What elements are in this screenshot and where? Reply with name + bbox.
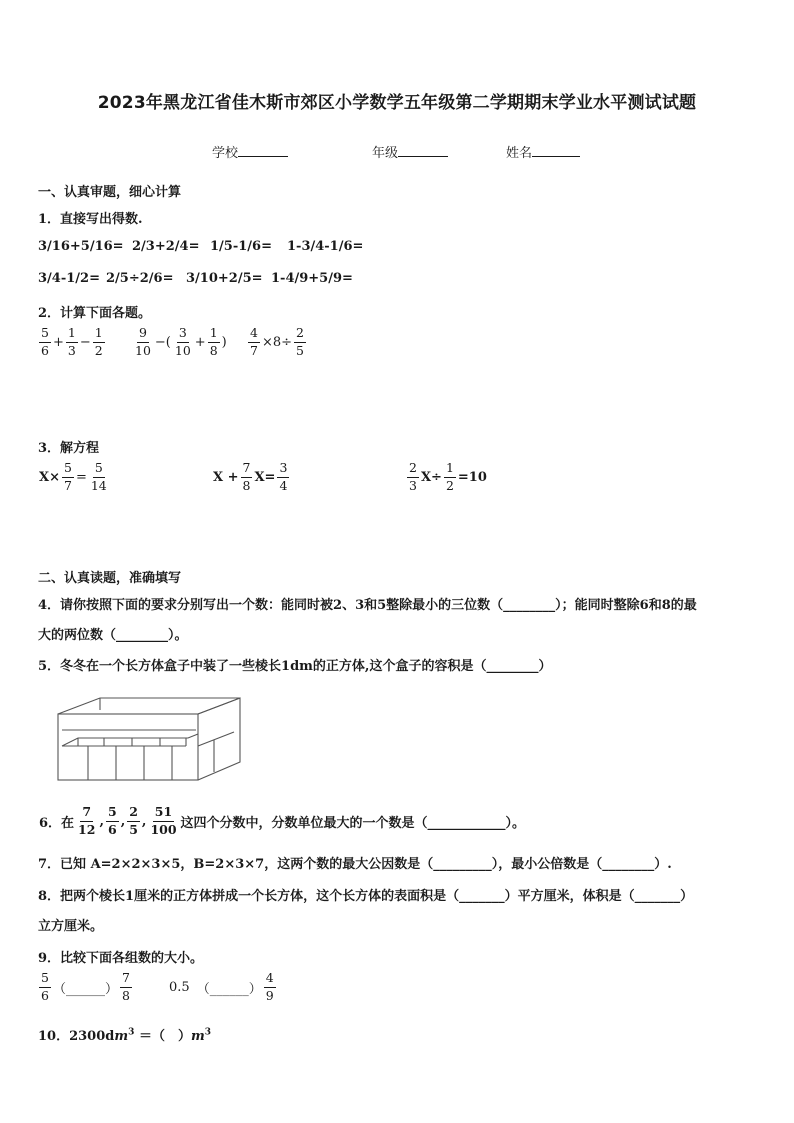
q2-label: 2．计算下面各题。 <box>38 306 152 321</box>
q9-label: 9．比较下面各组数的大小。 <box>38 951 204 966</box>
q2-expression-1: $\frac{5}{6}$ + $\frac{1}{3}$ − $\frac{1}{2}$ <box>41 325 103 358</box>
q9-pair-1 <box>38 972 133 1002</box>
fraction: $\frac{2}{5}$ <box>129 804 138 837</box>
q3-equation-1: X× $\frac{5}{7}$ = $\frac{5}{14}$ <box>39 460 107 493</box>
name-blank[interactable] <box>532 144 580 157</box>
section2-heading: 二、认真读题，准确填写 <box>38 571 182 586</box>
q2-expression-3: $\frac{4}{7}$ ×8÷ $\frac{2}{5}$ <box>250 325 304 358</box>
q8-line-1: 8．把两个棱长1厘米的正方体拼成一个长方体，这个长方体的表面积是（_______）平方厘米，体积是（_______） <box>38 889 694 904</box>
fraction: $\frac{1}{3}$ <box>67 325 76 358</box>
fraction: $\frac{7}{8}$ <box>242 460 251 493</box>
q10-line: 10．$2300dm^3$ ＝（ ）$m^3$ <box>38 1027 211 1044</box>
q1-item: 3/16+5/16= <box>38 239 124 254</box>
section1-heading: 一、认真审题，细心计算 <box>38 185 182 200</box>
q4-line-1: 4．请你按照下面的要求分别写出一个数：能同时被2、3和5整除最小的三位数（________）；能同时整除6和8的最 <box>38 598 697 613</box>
fraction: $\frac{9}{10}$ <box>135 325 151 358</box>
q1-item: 1-4/9+5/9= <box>271 271 353 286</box>
fraction: $\frac{5}{7}$ <box>63 460 72 493</box>
fraction: $\frac{1}{8}$ <box>209 325 218 358</box>
q1-item: 1/5-1/6= <box>210 239 272 254</box>
fraction: $\frac{2}{3}$ <box>409 460 417 493</box>
q2-expression-2: $\frac{9}{10}$ −( $\frac{3}{10}$ + $\frac{1}{8}$ ) <box>135 325 227 358</box>
fraction: $\frac{5}{6}$ <box>41 970 49 1003</box>
q10-blank[interactable]: ＝（ ） <box>138 1029 191 1044</box>
fraction: $\frac{4}{9}$ <box>265 970 274 1003</box>
school-field <box>212 142 288 161</box>
grade-label: 年级 <box>372 146 399 161</box>
q1-item: 1-3/4-1/6= <box>287 239 364 254</box>
school-blank[interactable] <box>238 144 288 157</box>
q1-label: 1．直接写出得数. <box>38 212 143 227</box>
fraction: $\frac{5}{6}$ <box>41 325 49 358</box>
fraction: $\frac{5}{14}$ <box>90 460 107 493</box>
name-label: 姓名 <box>506 146 533 161</box>
q3-equation-2: X + $\frac{7}{8}$ X= $\frac{3}{4}$ <box>213 460 288 493</box>
grade-field <box>372 142 448 161</box>
fraction: $\frac{5}{6}$ <box>107 804 117 837</box>
q1-item: 2/3+2/4= <box>132 239 200 254</box>
fraction: $\frac{7}{12}$ <box>78 804 96 837</box>
fraction: $\frac{1}{2}$ <box>94 325 103 358</box>
school-label: 学校 <box>212 146 239 161</box>
q3-equation-3: $\frac{2}{3}$ X÷ $\frac{1}{2}$ =10 <box>409 460 487 493</box>
q9-pair-2: 0.5 （______） $\frac{4}{9}$ <box>169 970 274 1003</box>
q8-line-2: 立方厘米。 <box>38 919 104 934</box>
grade-blank[interactable] <box>398 144 448 157</box>
fraction: $\frac{7}{8}$ <box>121 970 130 1003</box>
q6-line: 6．在 $\frac{7}{12}$ , $\frac{5}{6}$ , $\frac{2}{5}$ , $\frac{51}{100}$ 这四个分数中，分数单位最大的一个数是（____________）。 <box>39 804 526 837</box>
fraction: $\frac{3}{4}$ <box>279 460 288 493</box>
fraction: $\frac{3}{10}$ <box>174 325 191 358</box>
q7-text: 7．已知 A=2×2×3×5，B=2×3×7，这两个数的最大公因数是（_________），最小公倍数是（________）. <box>38 857 672 872</box>
fraction: $\frac{1}{2}$ <box>445 460 454 493</box>
box-with-cubes-figure <box>48 692 244 784</box>
q5-text: 5．冬冬在一个长方体盒子中装了一些棱长1dm的正方体,这个盒子的容积是（________） <box>38 659 552 674</box>
fraction: $\frac{4}{7}$ <box>250 325 258 358</box>
fraction: $\frac{2}{5}$ <box>296 325 304 358</box>
q1-item: 3/10+2/5= <box>186 271 263 286</box>
fraction: $\frac{51}{100}$ <box>150 804 177 837</box>
q1-item: 3/4-1/2= <box>38 271 100 286</box>
name-field <box>506 142 580 161</box>
compare-blank[interactable]: （______） <box>52 981 118 997</box>
page-title: 2023年黑龙江省佳木斯市郊区小学数学五年级第二学期期末学业水平测试试题 <box>97 93 697 113</box>
q4-line-2: 大的两位数（________）。 <box>38 628 188 643</box>
q3-label: 3．解方程 <box>38 441 100 456</box>
compare-blank[interactable]: （______） <box>196 981 262 997</box>
q1-item: 2/5÷2/6= <box>106 271 174 286</box>
